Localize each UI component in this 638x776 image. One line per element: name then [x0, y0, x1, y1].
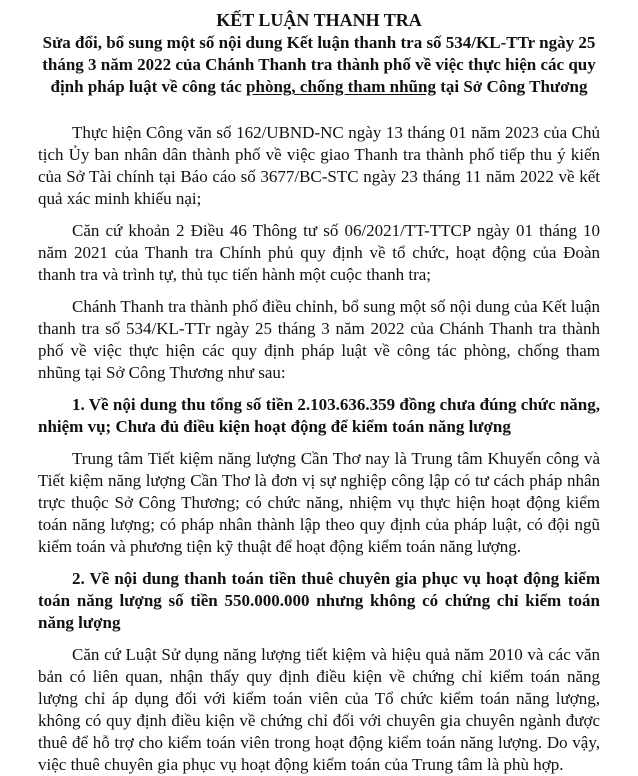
paragraph-intro-2: Căn cứ khoản 2 Điều 46 Thông tư số 06/2021/TT-TTCP ngày 01 tháng 10 năm 2021 của Thanh tra Chính phủ quy định về tổ chức, hoạt động của Đoàn thanh tra và trình tự, thủ tục tiến hành một cuộc thanh tra; — [38, 221, 600, 284]
subtitle-text-2: tại Sở Công Thương — [435, 77, 588, 96]
paragraph-intro-1: Thực hiện Công văn số 162/UBND-NC ngày 13 tháng 01 năm 2023 của Chủ tịch Ủy ban nhân dân thành phố về việc giao Thanh tra thành phố tiếp thu ý kiến của Sở Tài chính tại Báo cáo số 3677/BC-STC ngày 23 tháng 11 năm 2022 về kết quả xác minh khiếu nại; — [38, 123, 600, 208]
section-2-heading: 2. Về nội dung thanh toán tiền thuê chuyên gia phục vụ hoạt động kiểm toán năng lượng số tiền 550.000.000 nhưng không có chứng chỉ kiểm toán năng lượng — [38, 569, 600, 632]
paragraph-intro-3: Chánh Thanh tra thành phố điều chỉnh, bổ sung một số nội dung của Kết luận thanh tra số 534/KL-TTr ngày 25 tháng 3 năm 2022 của Chánh Thanh tra thành phố về việc thực hiện các quy định pháp luật về công tác phòng, chống tham nhũng tại Sở Công Thương như sau: — [38, 297, 600, 382]
document-subtitle — [38, 32, 600, 98]
subtitle-underlined-text: phòng, chống tham nhũng — [246, 77, 436, 96]
section-1-heading: 1. Về nội dung thu tổng số tiền 2.103.636.359 đồng chưa đúng chức năng, nhiệm vụ; Chưa đủ điều kiện hoạt động để kiểm toán năng lượng — [38, 395, 600, 436]
section-1-body: Trung tâm Tiết kiệm năng lượng Cần Thơ nay là Trung tâm Khuyến công và Tiết kiệm năng lượng Cần Thơ là đơn vị sự nghiệp công lập có tư cách pháp nhân trực thuộc Sở Công Thương; có chức năng, nhiệm vụ thực hiện hoạt động kiểm toán năng lượng; có pháp nhân thành lập theo quy định của pháp luật, có đội ngũ kiểm toán và phương tiện kỹ thuật để hoạt động kiểm toán năng lượng. — [38, 449, 600, 556]
section-2-body: Căn cứ Luật Sử dụng năng lượng tiết kiệm và hiệu quả năm 2010 và các văn bản có liên quan, nhận thấy quy định điều kiện về chứng chỉ kiểm toán năng lượng chỉ áp dụng đối với kiểm toán viên của Tổ chức kiểm toán năng lượng, không có quy định điều kiện về chứng chỉ đối với chuyên gia chuyên ngành được thuê để hỗ trợ cho kiểm toán viên trong hoạt động kiểm toán năng lượng. Do vậy, việc thuê chuyên gia phục vụ hoạt động kiểm toán của Trung tâm là phù hợp. — [38, 645, 600, 774]
document-title: KẾT LUẬN THANH TRA — [216, 10, 422, 30]
subtitle-text-1: Sửa đổi, bổ sung một số nội dung Kết luận thanh tra số 534/KL-TTr ngày 25 tháng 3 năm 2022 của Chánh Thanh tra thành phố về việc thực hiện các quy định pháp luật về công tác — [42, 33, 596, 96]
